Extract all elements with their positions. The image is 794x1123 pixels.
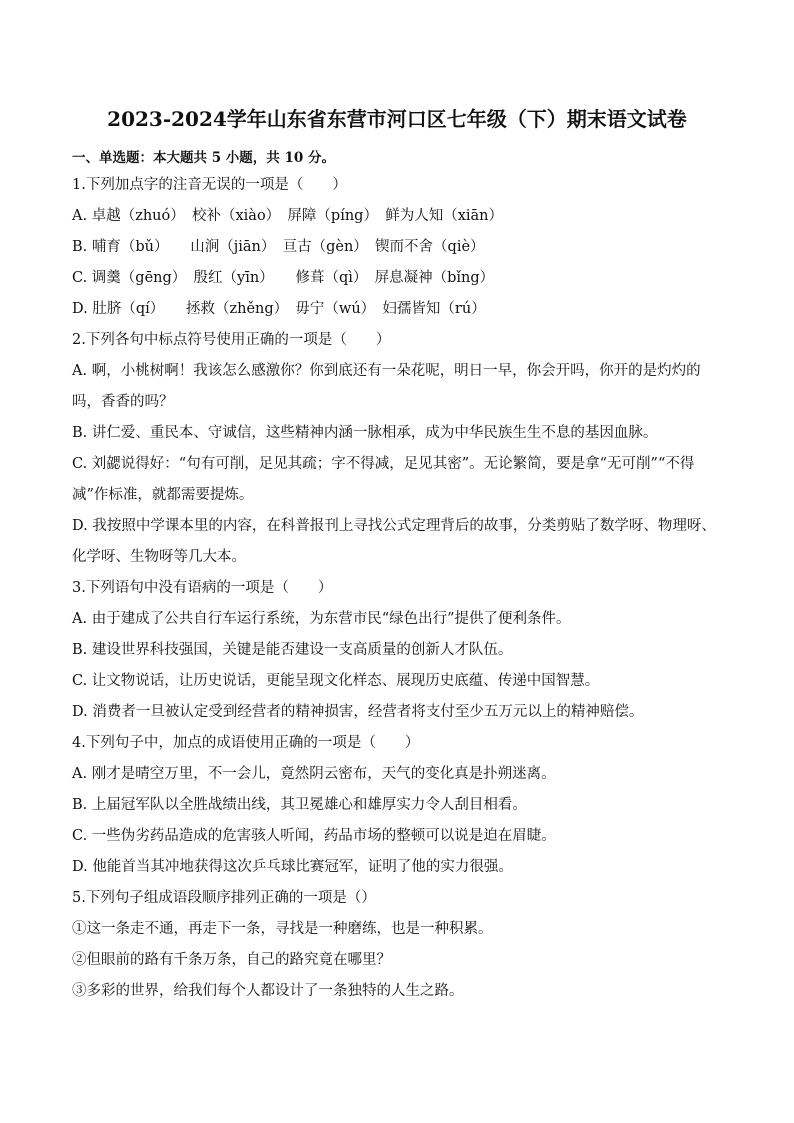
question-stem: 4.下列句子中，加点的成语使用正确的一项是（ ） — [72, 735, 420, 751]
question-4 — [72, 728, 722, 883]
option-a: A. 啊，小桃树啊！我该怎么感激你？你到底还有一朵花呢，明日一早，你会开吗，你开的是灼灼的吗，香香的吗？ — [72, 363, 701, 410]
sentence-3: ③多彩的世界，给我们每个人都设计了一条独特的人生之路。 — [72, 983, 464, 999]
question-3 — [72, 573, 722, 728]
option-b: B. 上届冠军队以全胜战绩出线，其卫冕雄心和雄厚实力令人刮目相看。 — [72, 797, 527, 813]
option-a: A. 卓越（zhuó） 校补（xiào） 屏障（píng） 鲜为人知（xiān） — [72, 208, 504, 224]
option-b: B. 讲仁爱、重民本、守诚信，这些精神内涵一脉相承，成为中华民族生生不息的基因血脉。 — [72, 425, 658, 441]
question-2 — [72, 325, 722, 573]
questions-list — [72, 170, 722, 1007]
section-heading: 一、单选题：本大题共 5 小题，共 10 分。 — [72, 150, 335, 166]
option-a: A. 刚才是晴空万里，不一会儿，竟然阴云密布，天气的变化真是扑朔迷离。 — [72, 766, 556, 782]
option-d: D. 消费者一旦被认定受到经营者的精神损害，经营者将支付至少五万元以上的精神赔偿。 — [72, 704, 644, 720]
question-stem: 5.下列句子组成语段顺序排列正确的一项是（） — [72, 890, 376, 906]
option-d: D. 我按照中学课本里的内容，在科普报刊上寻找公式定理背后的故事，分类剪贴了数学呀、物理呀、化学呀、生物呀等几大本。 — [72, 518, 716, 565]
option-b: B. 建设世界科技强国，关键是能否建设一支高质量的创新人才队伍。 — [72, 642, 513, 658]
option-c: C. 刘勰说得好：“句有可削，足见其疏；字不得减，足见其密”。无论繁简，要是拿“无可削”“不得减”作标准，就都需要提炼。 — [72, 456, 695, 503]
option-d: D. 肚脐（qí） 拯救（zhěng） 毋宁（wú） 妇孺皆知（rú） — [72, 301, 486, 317]
page-title: 2023-2024学年山东省东营市河口区七年级（下）期末语文试卷 — [107, 107, 687, 131]
option-d: D. 他能首当其冲地获得这次乒乓球比赛冠军，证明了他的实力很强。 — [72, 859, 513, 875]
question-5 — [72, 883, 722, 1007]
option-c: C. 一些伪劣药品造成的危害骇人听闻，药品市场的整顿可以说是迫在眉睫。 — [72, 828, 556, 844]
option-a: A. 由于建成了公共自行车运行系统，为东营市民“绿色出行”提供了便利条件。 — [72, 611, 571, 627]
question-stem: 3.下列语句中没有语病的一项是（ ） — [72, 580, 333, 596]
sentence-2: ②但眼前的路有千条万条，自己的路究竟在哪里？ — [72, 952, 391, 968]
sentence-1: ①这一条走不通，再走下一条，寻找是一种磨练，也是一种积累。 — [72, 921, 493, 937]
question-stem: 2.下列各句中标点符号使用正确的一项是（ ） — [72, 332, 391, 348]
option-c: C. 让文物说话，让历史说话，更能呈现文化样态、展现历史底蕴、传递中国智慧。 — [72, 673, 600, 689]
option-b: B. 哺育（bǔ） 山涧（jiān） 亘古（gèn） 锲而不舍（qiè） — [72, 239, 485, 255]
question-1 — [72, 170, 722, 325]
question-stem: 1.下列加点字的注音无误的一项是（ ） — [72, 177, 347, 193]
option-c: C. 调羹（gēng） 殷红（yīn） 修葺（qì） 屏息凝神（bǐng） — [72, 270, 495, 286]
